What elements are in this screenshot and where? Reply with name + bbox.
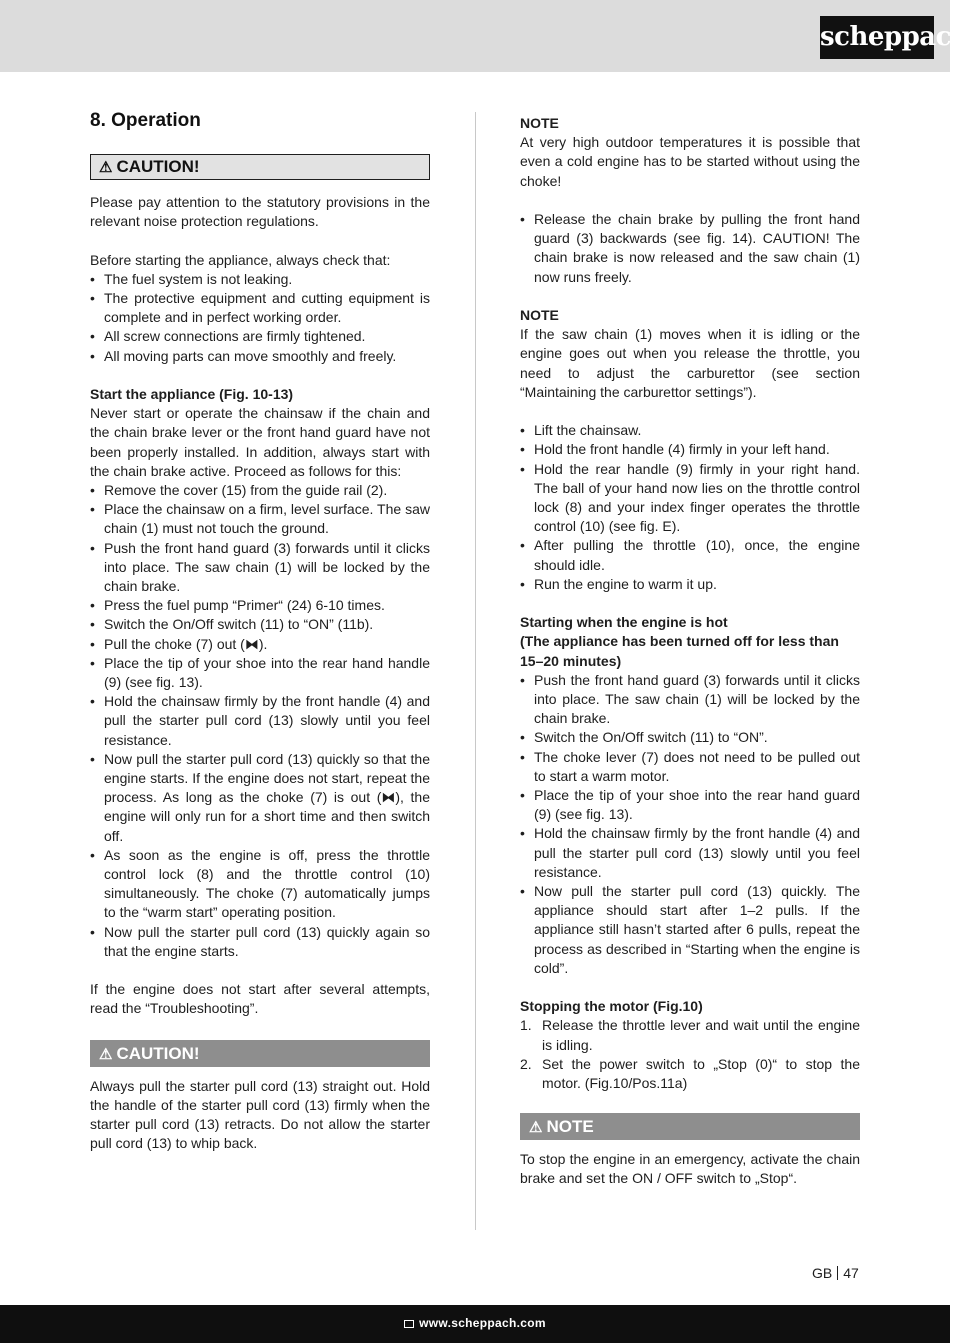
list-item: • Push the front hand guard (3) forwards until it clicks into place. The saw chain (1) will be locked by the chain brake.: [520, 671, 860, 729]
step-number: 2.: [520, 1055, 532, 1072]
check-list: [90, 270, 430, 366]
list-item: • As soon as the engine is off, press the throttle control lock (8) and the throttle control (10) simultaneously. The choke (7) automatically jumps to the “warm start” operating position.: [90, 846, 430, 923]
warning-triangle-icon: ⚠: [99, 1045, 113, 1063]
warning-triangle-icon: ⚠: [529, 1119, 543, 1137]
step-number: 1.: [520, 1017, 532, 1034]
starter-cord-paragraph: Always pull the starter pull cord (13) straight out. Hold the handle of the starter pull cord (13) firmly when the starter pull cord (13) retracts. Do not allow the starter pull cord (13) to whip back.: [90, 1077, 430, 1152]
page-separator: [837, 1266, 838, 1280]
caution-box: [90, 154, 430, 180]
brake-list: [520, 210, 860, 287]
warning-triangle-icon: ⚠: [99, 159, 113, 176]
start-steps-list: [90, 481, 430, 961]
hot-start-heading: Starting when the engine is hot: [520, 614, 728, 631]
footer-bar: [0, 1305, 950, 1343]
idle-steps-list: [520, 421, 860, 594]
stop-heading: Stopping the motor (Fig.10): [520, 998, 703, 1015]
list-item: [520, 1016, 860, 1054]
list-item: • Now pull the starter pull cord (13) quickly so that the engine starts. If the engine does not start, repeat the process. As long as the choke (7) is out (⧓), the engine will only run for a short time and then switch off.: [90, 750, 430, 846]
step-text: Release the throttle lever and wait until the engine is idling.: [542, 1017, 860, 1053]
stop-steps-list: [520, 1016, 860, 1093]
list-item: • Release the chain brake by pulling the front hand guard (3) backwards (see fig. 14). CAUTION! The chain brake is now released and the saw chain (1) now runs freely.: [520, 210, 860, 287]
list-item: • Place the tip of your shoe into the rear hand guard (9) (see fig. 13).: [520, 786, 860, 824]
emergency-paragraph: To stop the engine in an emergency, activate the chain brake and set the ON / OFF switch to „Stop“.: [520, 1151, 860, 1187]
hot-start-subheading: (The appliance has been turned off for less than 15–20 minutes): [520, 633, 839, 669]
note-heading: NOTE: [520, 115, 559, 131]
list-item: [520, 1055, 860, 1093]
list-item: • Push the front hand guard (3) forwards until it clicks into place. The saw chain (1) will be locked by the chain brake.: [90, 539, 430, 597]
note-text: If the saw chain (1) moves when it is idling or the engine goes out when you release the throttle, you need to adjust the carburettor (see section “Maintaining the carburettor settings”).: [520, 326, 860, 400]
list-item: • Switch the On/Off switch (11) to “ON”.: [520, 728, 860, 747]
monitor-icon: [404, 1320, 414, 1328]
note-heading: NOTE: [520, 307, 559, 323]
page-number: [812, 1264, 859, 1283]
caution-label: CAUTION!: [116, 1043, 200, 1063]
troubleshoot-paragraph: If the engine does not start after several attempts, read the “Troubleshooting”.: [90, 981, 430, 1017]
list-item: • Hold the chainsaw firmly by the front handle (4) and pull the starter pull cord (13) slowly until you feel resistance.: [520, 824, 860, 882]
step-text: Set the power switch to „Stop (0)“ to stop the motor. (Fig.10/Pos.11a): [542, 1055, 860, 1092]
list-item: • Place the tip of your shoe into the rear hand handle (9) (see fig. 13).: [90, 654, 430, 692]
list-item: • Hold the rear handle (9) firmly in your right hand. The ball of your hand now lies on the throttle control lock (8) and your index finger operates the throttle control (10) (see fig. E).: [520, 460, 860, 537]
hot-start-steps-list: [520, 671, 860, 978]
note-text: At very high outdoor temperatures it is possible that even a cold engine has to be started without using the choke!: [520, 134, 860, 189]
note-banner: [520, 1113, 860, 1140]
list-item: • Place the chainsaw on a firm, level surface. The saw chain (1) must not touch the ground.: [90, 500, 430, 538]
list-item: • All moving parts can move smoothly and freely.: [90, 347, 430, 366]
page-number-value: 47: [843, 1265, 859, 1281]
list-item: • The choke lever (7) does not need to be pulled out to start a warm motor.: [520, 748, 860, 786]
caution-banner: [90, 1040, 430, 1067]
list-item: • Hold the front handle (4) firmly in your left hand.: [520, 440, 860, 459]
note-label: NOTE: [546, 1117, 594, 1137]
list-item: • Switch the On/Off switch (11) to “ON” (11b).: [90, 615, 430, 634]
list-item: • Lift the chainsaw.: [520, 421, 860, 440]
start-intro: Never start or operate the chainsaw if the chain and the chain brake lever or the front hand guard have not been properly installed. In addition, always start with the chain brake active. Proceed as follows for this:: [90, 405, 430, 479]
right-column: [520, 114, 860, 1189]
list-item: • Remove the cover (15) from the guide rail (2).: [90, 481, 430, 500]
list-item: • The fuel system is not leaking.: [90, 270, 430, 289]
list-item: • After pulling the throttle (10), once, the engine should idle.: [520, 536, 860, 574]
list-item: • Now pull the starter pull cord (13) quickly again so that the engine starts.: [90, 923, 430, 961]
footer-url[interactable]: www.scheppach.com: [419, 1316, 546, 1330]
list-item: • Now pull the starter pull cord (13) quickly. The appliance should start after 1–2 pulls. If the appliance still hasn’t started after 6 pulls, repeat the process as described in “Starting when the engine is cold”.: [520, 882, 860, 978]
list-item: • Pull the choke (7) out (⧓).: [90, 635, 430, 654]
list-item: • Run the engine to warm it up.: [520, 575, 860, 594]
column-divider: [475, 112, 476, 1230]
start-heading: Start the appliance (Fig. 10-13): [90, 386, 294, 402]
list-item: • Hold the chainsaw firmly by the front handle (4) and pull the starter pull cord (13) slowly until you feel resistance.: [90, 692, 430, 750]
noise-paragraph: Please pay attention to the statutory provisions in the relevant noise protection regulations.: [90, 194, 430, 230]
section-title: 8. Operation: [90, 110, 201, 131]
page-language: GB: [812, 1265, 833, 1281]
header-bar: [0, 0, 969, 72]
list-item: • Press the fuel pump “Primer“ (24) 6-10 times.: [90, 596, 430, 615]
check-intro: Before starting the appliance, always check that:: [90, 251, 391, 268]
list-item: • The protective equipment and cutting equipment is complete and in perfect working order.: [90, 289, 430, 327]
caution-label: CAUTION!: [116, 157, 200, 176]
brand-logo: scheppach: [820, 16, 934, 59]
left-column: [90, 108, 430, 1154]
list-item: • All screw connections are firmly tightened.: [90, 327, 430, 346]
